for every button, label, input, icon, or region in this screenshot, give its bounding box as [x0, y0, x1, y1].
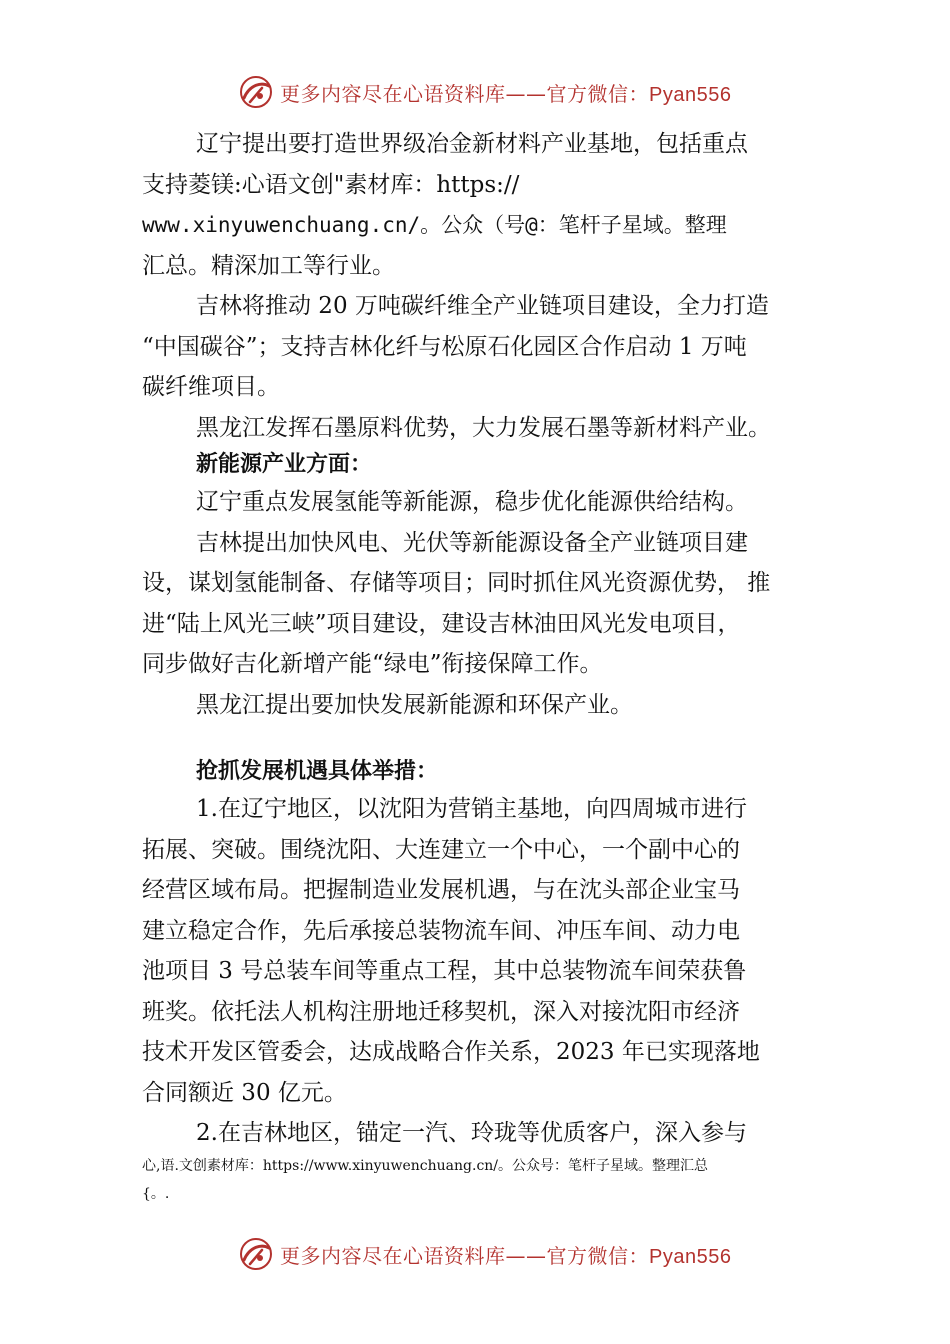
paragraph-line: 技术开发区管委会，达成战略合作关系，2023 年已实现落地	[142, 1039, 760, 1065]
paragraph-line: 2.在吉林地区，锚定一汽、玲珑等优质客户，深入参与	[196, 1120, 747, 1146]
footnote-line: 心,语.文创素材库：https://www.xinyuwenchuang.cn/。公众号：笔杆子星域。整理汇总	[142, 1158, 709, 1174]
spacer	[142, 725, 832, 755]
paragraph-line: 黑龙江发挥石墨原料优势，大力发展石墨等新材料产业。	[196, 414, 771, 441]
paragraph-line: www.xinyuwenchuang.cn/。公众（号@：笔杆子星域。整理	[142, 213, 727, 237]
paragraph-line: 合同额近 30 亿元。	[142, 1079, 347, 1106]
section-heading: 抢抓发展机遇具体举措：	[196, 759, 439, 784]
paragraph-line: 同步做好吉化新增产能“绿电”衔接保障工作。	[142, 651, 603, 677]
paragraph-line: 辽宁重点发展氢能等新能源，稳步优化能源供给结构。	[196, 489, 748, 515]
header-banner-text: 更多内容尽在心语资料库——官方微信：Pyan556	[280, 81, 732, 106]
paragraph-line: 辽宁提出要打造世界级冶金新材料产业基地，包括重点	[196, 131, 748, 157]
document-body	[142, 124, 832, 1154]
paragraph-line: 汇总。精深加工等行业。	[142, 252, 395, 279]
paragraph-line: 碳纤维项目。	[142, 374, 280, 400]
paragraph-line: 1.在辽宁地区，以沈阳为营销主基地，向四周城市进行	[196, 796, 747, 822]
logo-icon	[238, 74, 274, 110]
paragraph-line: 池项目 3 号总装车间等重点工程，其中总装物流车间荣获鲁	[142, 958, 747, 984]
paragraph-line: 黑龙江提出要加快发展新能源和环保产业。	[196, 691, 633, 718]
paragraph-line: 吉林将推动 20 万吨碳纤维全产业链项目建设，全力打造	[196, 293, 769, 319]
logo-icon	[238, 1236, 274, 1272]
footer-banner	[238, 1236, 738, 1272]
paragraph-line: “中国碳谷”；支持吉林化纤与松原石化园区合作启动 1 万吨	[142, 333, 747, 360]
paragraph-line: 建立稳定合作，先后承接总装物流车间、冲压车间、动力电	[142, 917, 740, 944]
footer-banner-text: 更多内容尽在心语资料库——官方微信：Pyan556	[280, 1243, 732, 1268]
header-banner	[238, 74, 738, 110]
section-heading: 新能源产业方面：	[196, 452, 373, 477]
paragraph-line: 拓展、突破。围绕沈阳、大连建立一个中心，一个副中心的	[142, 836, 740, 863]
paragraph-line: 班奖。依托法人机构注册地迁移契机，深入对接沈阳市经济	[142, 998, 740, 1025]
footnote	[142, 1152, 832, 1208]
footnote-line: {。.	[142, 1186, 170, 1202]
paragraph-line: 进“陆上风光三峡”项目建设，建设吉林油田风光发电项目，	[142, 610, 741, 637]
paragraph-line: 支持菱镁:心语文创"素材库：https://	[142, 171, 520, 198]
paragraph-line: 经营区域布局。把握制造业发展机遇，与在沈头部企业宝马	[142, 877, 740, 903]
paragraph-line: 设，谋划氢能制备、存储等项目；同时抓住风光资源优势， 推	[142, 570, 771, 596]
paragraph-line: 吉林提出加快风电、光伏等新能源设备全产业链项目建	[196, 529, 748, 556]
